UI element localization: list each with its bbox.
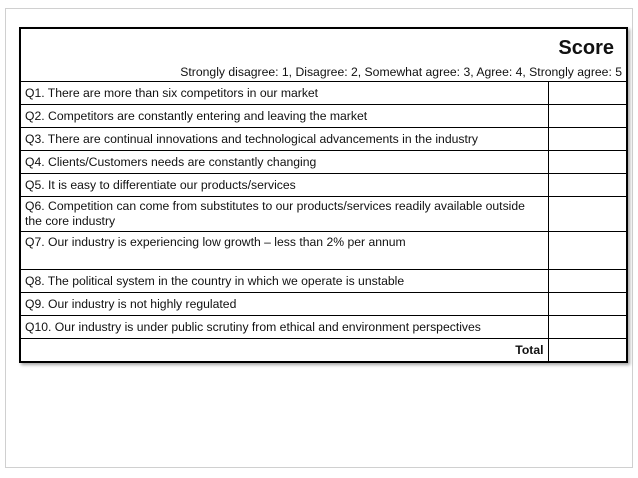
slide-frame (5, 8, 633, 468)
header-row (20, 28, 627, 82)
question-row-6 (20, 197, 627, 232)
score-input-q5[interactable] (548, 174, 627, 197)
question-text: Q4. Clients/Customers needs are constantly changing (20, 151, 548, 174)
question-row-3 (20, 128, 627, 151)
score-input-q6[interactable] (548, 197, 627, 232)
question-text: Q9. Our industry is not highly regulated (20, 293, 548, 316)
total-label: Total (20, 339, 548, 363)
score-input-q2[interactable] (548, 105, 627, 128)
question-text: Q10. Our industry is under public scrutiny from ethical and environment perspectives (20, 316, 548, 339)
score-input-q3[interactable] (548, 128, 627, 151)
total-row (20, 339, 627, 363)
scoring-table (19, 27, 628, 363)
question-row-10 (20, 316, 627, 339)
question-row-2 (20, 105, 627, 128)
question-row-1 (20, 82, 627, 105)
score-title: Score (558, 37, 614, 59)
question-row-9 (20, 293, 627, 316)
question-text: Q5. It is easy to differentiate our products/services (20, 174, 548, 197)
question-text: Q7. Our industry is experiencing low growth – less than 2% per annum (20, 232, 548, 270)
score-input-q7[interactable] (548, 232, 627, 270)
score-input-q9[interactable] (548, 293, 627, 316)
score-input-q1[interactable] (548, 82, 627, 105)
question-row-4 (20, 151, 627, 174)
question-text: Q3. There are continual innovations and technological advancements in the industry (20, 128, 548, 151)
question-text: Q8. The political system in the country in which we operate is unstable (20, 270, 548, 293)
question-text: Q6. Competition can come from substitutes to our products/services readily available outside the core industry (20, 197, 548, 232)
score-input-q4[interactable] (548, 151, 627, 174)
score-input-q8[interactable] (548, 270, 627, 293)
scale-legend: Strongly disagree: 1, Disagree: 2, Somewhat agree: 3, Agree: 4, Strongly agree: 5 (180, 65, 622, 79)
question-row-5 (20, 174, 627, 197)
question-row-8 (20, 270, 627, 293)
question-text: Q1. There are more than six competitors in our market (20, 82, 548, 105)
score-input-q10[interactable] (548, 316, 627, 339)
header-cell (20, 28, 627, 82)
total-score-cell[interactable] (548, 339, 627, 363)
question-text: Q2. Competitors are constantly entering and leaving the market (20, 105, 548, 128)
question-row-7 (20, 232, 627, 270)
